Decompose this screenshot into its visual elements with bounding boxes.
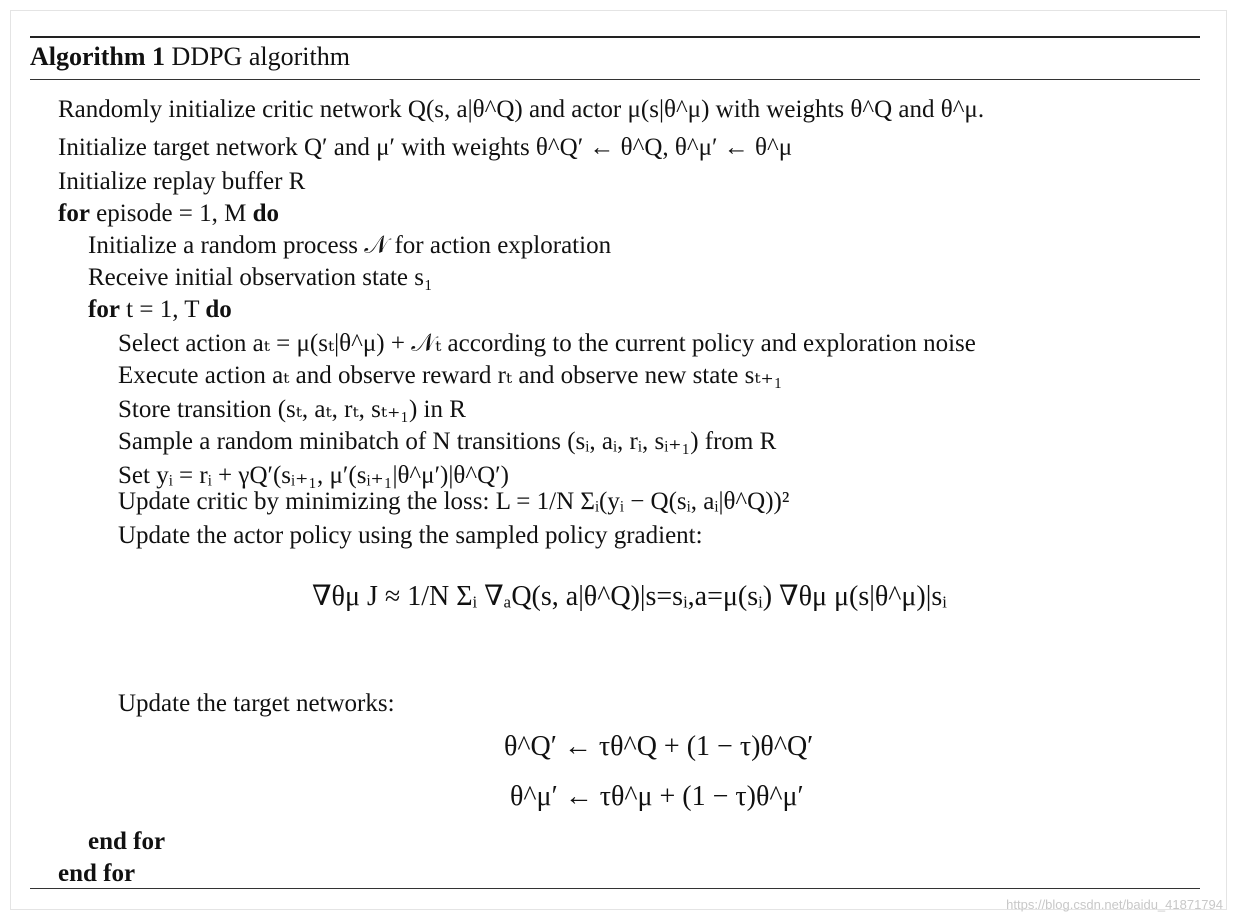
bottom-rule xyxy=(30,888,1200,889)
line-init-target: Initialize target network Q′ and μ′ with weights θ^Q′ ← θ^Q, θ^μ′ ← θ^μ xyxy=(58,134,793,161)
line-init-process: Initialize a random process 𝒩 for action exploration xyxy=(88,232,612,259)
line-sample-minibatch: Sample a random minibatch of N transitions (sᵢ, aᵢ, rᵢ, sᵢ₊₁) from R xyxy=(118,428,777,455)
kw-do: do xyxy=(252,200,280,227)
line-end-for-inner: end for xyxy=(88,828,166,855)
for-episode-range: episode = 1, M xyxy=(96,200,247,227)
algorithm-number: Algorithm 1 xyxy=(30,42,166,71)
equation-policy-gradient: ∇θμ J ≈ 1/N Σᵢ ∇ₐQ(s, a|θ^Q)|s=sᵢ,a=μ(sᵢ) ∇θμ μ(s|θ^μ)|sᵢ xyxy=(312,581,947,612)
line-execute-action: Execute action aₜ and observe reward rₜ and observe new state sₜ₊₁ xyxy=(118,362,783,389)
line-receive-state: Receive initial observation state s₁ xyxy=(88,264,433,291)
kw-do: do xyxy=(205,296,232,323)
line-for-episode xyxy=(58,198,279,230)
line-init-buffer: Initialize replay buffer R xyxy=(58,168,306,195)
algorithm-block xyxy=(30,36,1200,887)
algorithm-title: DDPG algorithm xyxy=(171,42,350,71)
line-set-target: Set yᵢ = rᵢ + γQ′(sᵢ₊₁, μ′(sᵢ₊₁|θ^μ′)|θ^Q′) xyxy=(118,462,509,489)
algorithm-header xyxy=(30,38,1200,79)
line-for-t xyxy=(88,294,232,326)
for-t-range: t = 1, T xyxy=(126,296,200,323)
line-update-actor: Update the actor policy using the sampled policy gradient: xyxy=(118,522,703,549)
header-rule xyxy=(30,79,1200,80)
watermark: https://blog.csdn.net/baidu_41871794 xyxy=(1006,897,1223,912)
line-init-networks: Randomly initialize critic network Q(s, a|θ^Q) and actor μ(s|θ^μ) with weights θ^Q and θ^μ. xyxy=(58,96,985,123)
line-store-transition: Store transition (sₜ, aₜ, rₜ, sₜ₊₁) in R xyxy=(118,396,466,423)
kw-for: for xyxy=(88,296,120,323)
equation-critic-target-update: θ^Q′ ← τθ^Q + (1 − τ)θ^Q′ xyxy=(504,731,814,762)
line-update-critic: Update critic by minimizing the loss: L = 1/N Σᵢ(yᵢ − Q(sᵢ, aᵢ|θ^Q))² xyxy=(118,488,790,515)
kw-for: for xyxy=(58,200,90,227)
equation-actor-target-update: θ^μ′ ← τθ^μ + (1 − τ)θ^μ′ xyxy=(510,781,804,812)
line-update-target: Update the target networks: xyxy=(118,690,395,717)
line-select-action: Select action aₜ = μ(sₜ|θ^μ) + 𝒩ₜ according to the current policy and exploration noise xyxy=(118,330,976,357)
line-end-for-outer: end for xyxy=(58,860,136,887)
